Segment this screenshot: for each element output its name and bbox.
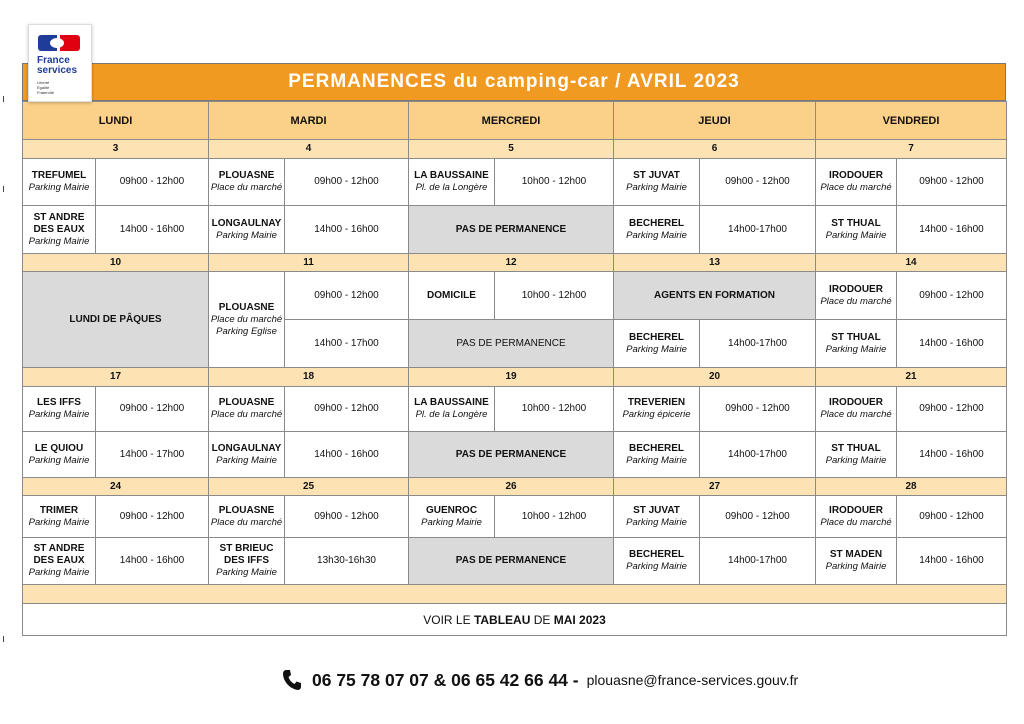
date-number: 19 <box>505 371 517 382</box>
location-place: Parking Mairie <box>626 516 687 528</box>
date-cell <box>613 477 816 496</box>
location-cell <box>815 495 897 538</box>
time-slot: 10h00 - 12h00 <box>521 176 587 187</box>
contact-line <box>282 666 798 694</box>
location-cell <box>408 386 495 432</box>
time-slot: 09h00 - 12h00 <box>919 510 984 522</box>
location-name: ST ANDRE DES EAUX <box>33 211 85 235</box>
time-cell <box>699 495 816 538</box>
location-place: Parking Mairie <box>216 229 277 241</box>
time-slot: 09h00 - 12h00 <box>119 510 185 522</box>
time-cell <box>699 158 816 206</box>
time-slot: 14h00-17h00 <box>728 223 787 235</box>
time-slot: 14h00 - 16h00 <box>919 555 984 566</box>
location-name: ST JUVAT <box>633 170 680 181</box>
location-cell <box>613 431 700 478</box>
page-edge-mark <box>3 96 4 102</box>
location-place: Parking Mairie <box>28 516 90 528</box>
time-cell <box>896 537 1007 585</box>
location-name: IRODOUER <box>829 283 883 295</box>
date-cell <box>22 139 209 159</box>
no-service-cell <box>408 319 614 368</box>
location-cell <box>815 205 897 254</box>
time-slot: 10h00 - 12h00 <box>521 289 587 301</box>
day-name: VENDREDI <box>882 114 940 127</box>
location-place: Pl. de la Longère <box>415 409 488 420</box>
time-slot: 09h00 - 12h00 <box>314 403 379 414</box>
date-cell <box>22 367 209 387</box>
day-name: MERCREDI <box>481 114 541 127</box>
phone-icon <box>282 669 304 691</box>
location-place: Parking Mairie <box>626 182 687 193</box>
location-cell <box>613 205 700 254</box>
logo-line2: services <box>37 65 78 76</box>
time-cell <box>95 537 209 585</box>
location-name: DOMICILE <box>427 289 476 301</box>
location-place: Parking Mairie <box>825 229 887 241</box>
time-cell <box>284 271 409 320</box>
time-slot: 09h00 - 12h00 <box>314 289 379 301</box>
location-name: IRODOUER <box>829 397 883 408</box>
no-service-cell <box>408 537 614 585</box>
location-name: LES IFFS <box>37 397 81 408</box>
date-cell <box>613 139 816 159</box>
no-service-label: PAS DE PERMANENCE <box>455 223 567 235</box>
date-cell <box>815 477 1007 496</box>
location-cell <box>613 495 700 538</box>
location-place: Parking Mairie <box>825 561 887 572</box>
date-cell <box>613 367 816 387</box>
time-slot: 09h00 - 12h00 <box>725 510 790 522</box>
time-slot: 10h00 - 12h00 <box>521 510 587 522</box>
location-place: Parking Mairie <box>28 409 90 420</box>
location-place: Parking Mairie <box>216 454 277 466</box>
location-cell <box>815 431 897 478</box>
date-number: 12 <box>505 256 517 268</box>
training-cell <box>613 271 816 320</box>
location-name: GUENROC <box>425 504 478 516</box>
location-name: TREFUMEL <box>31 170 87 181</box>
location-cell <box>22 386 96 432</box>
location-place: Place du marché <box>820 295 892 307</box>
location-name: IRODOUER <box>829 504 883 516</box>
date-number: 3 <box>112 143 119 154</box>
time-cell <box>896 495 1007 538</box>
time-slot: 09h00 - 12h00 <box>119 403 185 414</box>
location-cell <box>208 386 285 432</box>
location-name: TREVERIEN <box>627 397 686 408</box>
location-place: Parking Mairie <box>28 567 90 578</box>
date-cell <box>408 477 614 496</box>
location-cell <box>815 537 897 585</box>
time-cell <box>95 495 209 538</box>
time-cell <box>896 319 1007 368</box>
time-cell <box>896 205 1007 254</box>
time-slot: 14h00-17h00 <box>728 448 787 460</box>
time-slot: 14h00 - 17h00 <box>119 448 185 460</box>
time-slot: 14h00-17h00 <box>728 555 787 566</box>
location-cell <box>208 205 285 254</box>
location-name: ST THUAL <box>831 217 881 229</box>
time-cell <box>699 537 816 585</box>
footer-mid: DE <box>530 612 554 627</box>
date-number: 10 <box>109 256 122 268</box>
time-slot: 14h00 - 16h00 <box>919 448 984 460</box>
date-number: 24 <box>109 480 122 492</box>
no-service-label: PAS DE PERMANENCE <box>455 555 567 566</box>
date-number: 14 <box>905 256 917 268</box>
date-number: 13 <box>708 256 721 268</box>
time-slot: 13h30-16h30 <box>317 555 376 566</box>
location-cell <box>613 386 700 432</box>
location-cell <box>208 271 285 368</box>
time-cell <box>494 271 614 320</box>
time-slot: 09h00 - 12h00 <box>119 176 185 187</box>
location-name: ST THUAL <box>831 442 881 454</box>
time-slot: 09h00 - 12h00 <box>919 403 984 414</box>
location-name: PLOUASNE <box>218 397 275 408</box>
time-slot: 14h00 - 16h00 <box>919 223 984 235</box>
location-name: BECHEREL <box>628 442 684 454</box>
day-header-mercredi <box>408 101 614 140</box>
day-header-vendredi <box>815 101 1007 140</box>
time-slot: 14h00 - 16h00 <box>119 555 185 566</box>
location-cell <box>208 495 285 538</box>
date-number: 5 <box>508 143 514 154</box>
location-place: Place du marché <box>210 516 283 528</box>
location-name: LA BAUSSAINE <box>414 170 489 181</box>
date-cell <box>408 367 614 387</box>
date-cell <box>208 367 409 387</box>
time-cell <box>284 205 409 254</box>
time-slot: 14h00 - 17h00 <box>314 337 379 349</box>
next-month-link[interactable] <box>22 603 1007 636</box>
france-services-logo <box>28 24 92 102</box>
marianne-flag-icon <box>38 35 80 51</box>
page-edge-mark <box>3 636 4 642</box>
footer-pre: VOIR LE <box>423 612 474 627</box>
location-name: BECHEREL <box>628 549 684 560</box>
time-cell <box>699 386 816 432</box>
time-slot: 14h00 - 16h00 <box>919 337 984 349</box>
time-cell <box>699 319 816 368</box>
time-slot: 09h00 - 12h00 <box>725 403 790 414</box>
time-cell <box>95 431 209 478</box>
location-place: Place du marché <box>820 409 892 420</box>
footer-bold-tableau: TABLEAU <box>473 612 531 627</box>
location-place: Parking Mairie <box>626 229 687 241</box>
date-number: 4 <box>305 143 312 154</box>
location-cell <box>208 431 285 478</box>
location-cell <box>815 319 897 368</box>
location-place: Place du marché <box>820 516 892 528</box>
location-place: Parking Mairie <box>825 343 887 355</box>
holiday-label: LUNDI DE PÂQUES <box>69 313 162 325</box>
no-service-cell <box>408 431 614 478</box>
date-cell <box>815 253 1007 272</box>
location-place: Place du marché <box>210 182 283 193</box>
time-slot: 09h00 - 12h00 <box>314 510 379 522</box>
time-slot: 09h00 - 12h00 <box>314 176 379 187</box>
separator-row <box>22 584 1007 604</box>
location-place: Parking Mairie <box>216 567 277 578</box>
location-place: Pl. de la Longère <box>415 182 488 193</box>
time-cell <box>284 537 409 585</box>
day-header-mardi <box>208 101 409 140</box>
location-cell <box>613 158 700 206</box>
location-place: Parking Eglise <box>216 325 277 337</box>
location-cell <box>208 158 285 206</box>
location-place: Parking épicerie <box>622 409 691 420</box>
location-name: BECHEREL <box>628 217 684 229</box>
date-number: 18 <box>302 371 315 382</box>
location-name: IRODOUER <box>829 170 883 181</box>
time-slot: 14h00-17h00 <box>728 337 787 349</box>
date-number: 17 <box>109 371 122 382</box>
location-name: PLOUASNE <box>218 301 275 313</box>
location-place: Parking Mairie <box>825 454 887 466</box>
contact-email[interactable]: plouasne@france-services.gouv.fr <box>586 672 799 688</box>
day-name: LUNDI <box>98 114 133 127</box>
location-name: ST THUAL <box>831 331 881 343</box>
location-name: ST MADEN <box>829 549 883 560</box>
location-cell <box>22 431 96 478</box>
date-cell <box>815 367 1007 387</box>
date-cell <box>408 139 614 159</box>
location-place: Place du marché <box>820 182 892 193</box>
location-name: LONGAULNAY <box>211 217 282 229</box>
date-number: 11 <box>303 256 314 268</box>
logo-line1: France <box>37 55 70 66</box>
time-cell <box>284 158 409 206</box>
time-slot: 14h00 - 16h00 <box>314 448 379 460</box>
location-name: PLOUASNE <box>218 170 275 181</box>
date-cell <box>208 253 409 272</box>
date-cell <box>815 139 1007 159</box>
time-slot: 10h00 - 12h00 <box>521 403 587 414</box>
day-header-jeudi <box>613 101 816 140</box>
no-service-label: PAS DE PERMANENCE <box>456 337 566 349</box>
time-cell <box>896 158 1007 206</box>
date-number: 7 <box>908 143 914 154</box>
no-service-cell <box>408 205 614 254</box>
location-cell <box>408 271 495 320</box>
location-cell <box>815 271 897 320</box>
location-place: Place du marché <box>210 409 283 420</box>
date-number: 25 <box>302 480 315 492</box>
page-edge-mark <box>3 186 4 192</box>
time-cell <box>284 386 409 432</box>
location-name: LA BAUSSAINE <box>414 397 489 408</box>
location-place: Parking Mairie <box>626 454 687 466</box>
location-cell <box>815 158 897 206</box>
date-cell <box>208 477 409 496</box>
time-cell <box>95 158 209 206</box>
footer-bold-month: MAI 2023 <box>553 612 606 627</box>
location-cell <box>815 386 897 432</box>
location-place: Parking Mairie <box>626 343 687 355</box>
location-cell <box>208 537 285 585</box>
location-name: LE QUIOU <box>34 442 84 454</box>
no-service-label: PAS DE PERMANENCE <box>455 448 567 460</box>
location-place: Parking Mairie <box>626 561 687 572</box>
date-number: 20 <box>708 371 721 382</box>
date-number: 28 <box>905 480 917 492</box>
date-cell <box>22 253 209 272</box>
location-cell <box>613 537 700 585</box>
time-slot: 09h00 - 12h00 <box>919 289 984 301</box>
time-slot: 14h00 - 16h00 <box>314 223 379 235</box>
training-label: AGENTS EN FORMATION <box>654 289 775 301</box>
location-cell <box>408 158 495 206</box>
time-cell <box>896 431 1007 478</box>
time-cell <box>494 386 614 432</box>
date-cell <box>208 139 409 159</box>
time-cell <box>284 319 409 368</box>
location-place: Parking Mairie <box>28 235 90 247</box>
location-cell <box>22 537 96 585</box>
logo-motto: Liberté Égalité Fraternité <box>37 80 55 95</box>
time-cell <box>699 431 816 478</box>
time-cell <box>494 158 614 206</box>
date-number: 27 <box>708 480 721 492</box>
footer-text[interactable] <box>423 614 606 626</box>
location-cell <box>408 495 495 538</box>
time-cell <box>896 271 1007 320</box>
location-place: Parking Mairie <box>421 516 482 528</box>
date-cell <box>613 253 816 272</box>
location-name: BECHEREL <box>628 331 684 343</box>
location-name: ST JUVAT <box>633 504 680 516</box>
phone-numbers: 06 75 78 07 07 & 06 65 42 66 44 - <box>312 669 579 690</box>
time-slot: 09h00 - 12h00 <box>725 176 790 187</box>
time-cell <box>95 386 209 432</box>
day-header-lundi <box>22 101 209 140</box>
date-number: 26 <box>505 480 517 492</box>
day-name: JEUDI <box>698 114 731 127</box>
time-slot: 14h00 - 16h00 <box>119 223 185 235</box>
location-name: ST BRIEUC DES IFFS <box>219 543 274 566</box>
location-name: LONGAULNAY <box>211 442 282 454</box>
location-cell <box>613 319 700 368</box>
time-cell <box>896 386 1007 432</box>
page-title: PERMANENCES du camping-car / AVRIL 2023 <box>22 63 1006 101</box>
date-cell <box>22 477 209 496</box>
time-slot: 09h00 - 12h00 <box>919 176 984 187</box>
time-cell <box>284 495 409 538</box>
date-number: 21 <box>905 371 917 382</box>
location-cell <box>22 205 96 254</box>
date-cell <box>408 253 614 272</box>
location-cell <box>22 495 96 538</box>
location-cell <box>22 158 96 206</box>
location-place: Parking Mairie <box>28 454 90 466</box>
day-name: MARDI <box>290 114 327 127</box>
time-cell <box>699 205 816 254</box>
holiday-cell <box>22 271 209 368</box>
location-name: TRIMER <box>39 504 79 516</box>
location-name: ST ANDRE DES EAUX <box>33 543 85 566</box>
time-cell <box>284 431 409 478</box>
time-cell <box>95 205 209 254</box>
location-name: PLOUASNE <box>218 504 275 516</box>
location-place: Place du marché <box>210 313 283 325</box>
time-cell <box>494 495 614 538</box>
date-number: 6 <box>711 143 718 154</box>
location-place: Parking Mairie <box>28 182 90 193</box>
